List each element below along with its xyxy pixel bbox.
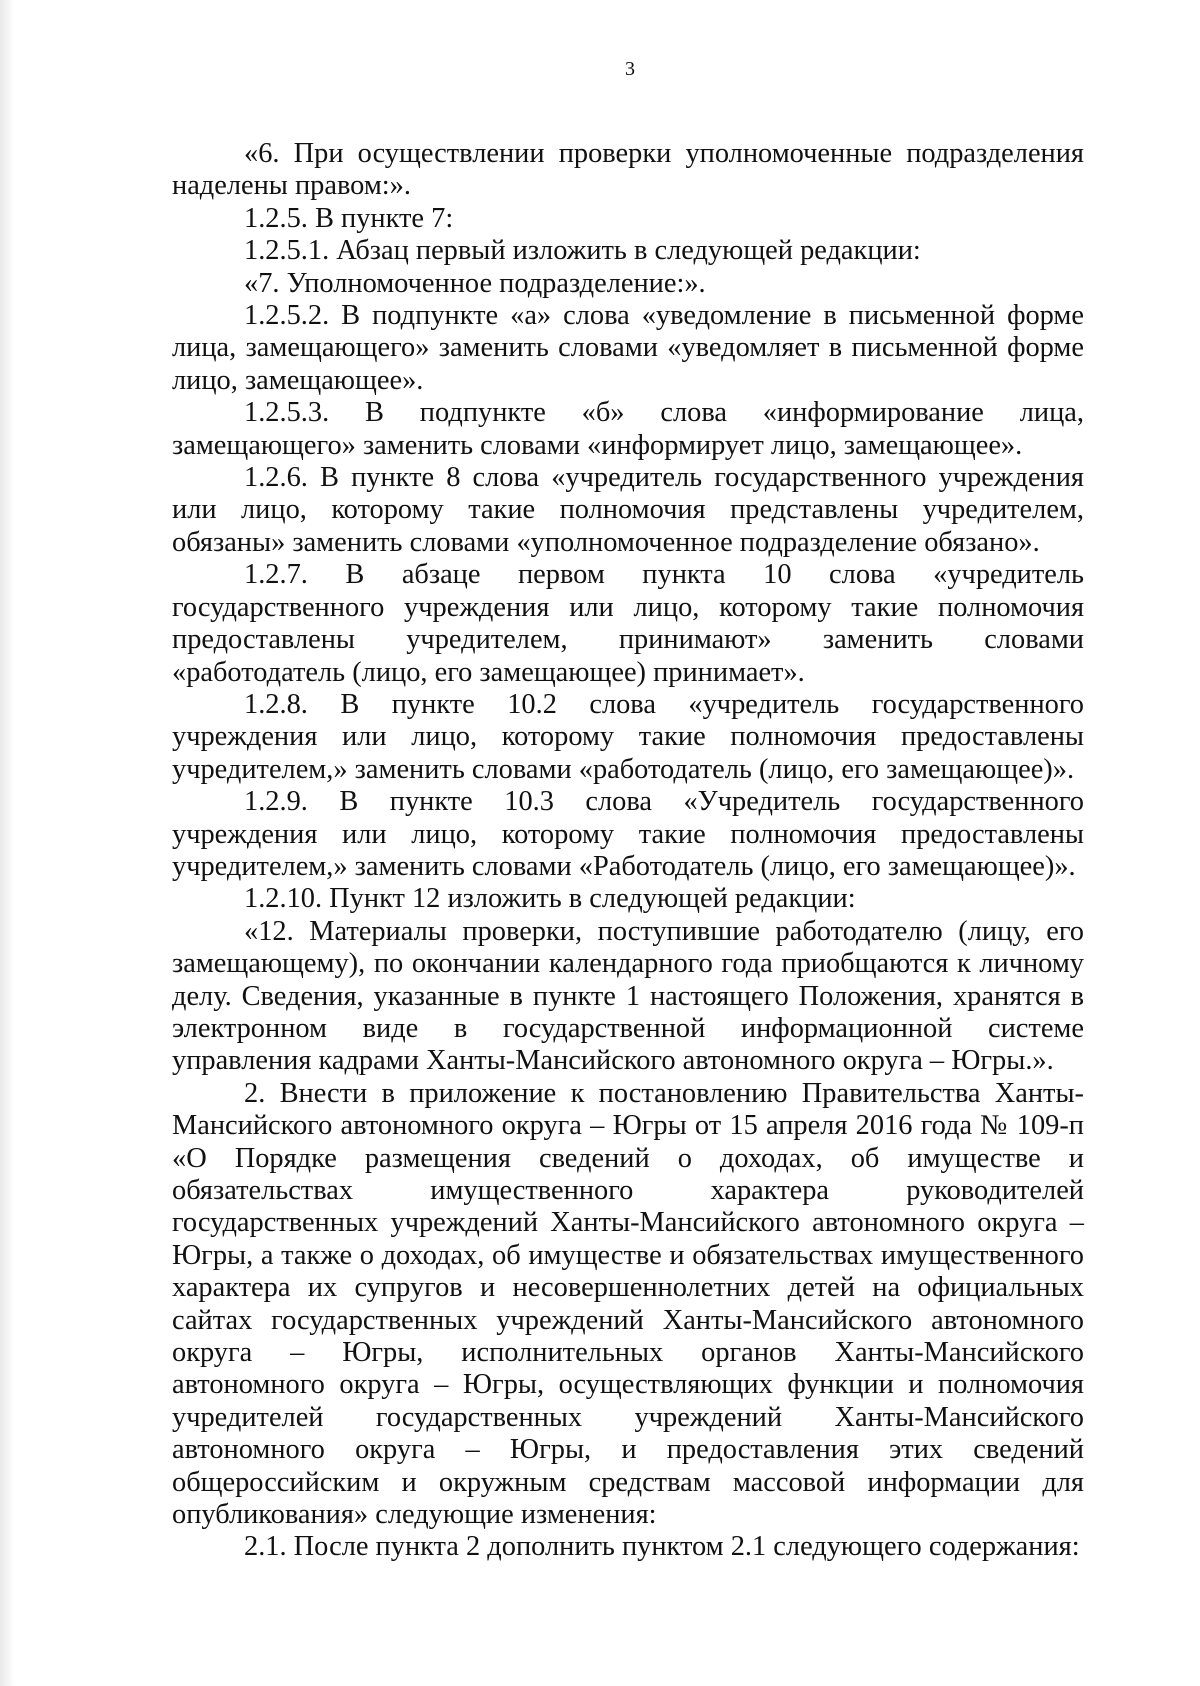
scan-edge <box>0 0 14 1686</box>
paragraph-1-2-9: 1.2.9. В пункте 10.3 слова «Учредитель государственного учреждения или лицо, которому такие полномочия предоставлены учредителем,» заменить словами «Работодатель (лицо, его замещающее)». <box>172 786 1084 882</box>
paragraph-1-2-5-2: 1.2.5.2. В подпункте «а» слова «уведомление в письменной форме лица, замещающего» заменить словами «уведомляет в письменной форме лицо, замещающее». <box>172 300 1084 396</box>
paragraph-12-quote: «12. Материалы проверки, поступившие работодателю (лицу, его замещающему), по окончании календарного года приобщаются к личному делу. Сведения, указанные в пункте 1 настоящего Положения, хранятся в электронном виде в государственной информационной системе управления кадрами Ханты-Мансийского автономного округа – Югры.». <box>172 915 1084 1077</box>
paragraph-2: 2. Внести в приложение к постановлению Правительства Ханты-Мансийского автономного округа – Югры от 15 апреля 2016 года № 109-п «О Порядке размещения сведений о доходах, об имуществе и обязательствах имущественного характера руководителей государственных учреждений Ханты-Мансийского автономного округа – Югры, а также о доходах, об имуществе и обязательствах имущественного характера их супругов и несовершеннолетних детей на официальных сайтах государственных учреждений Ханты-Мансийского автономного округа – Югры, исполнительных органов Ханты-Мансийского автономного округа – Югры, осуществляющих функции и полномочия учредителей государственных учреждений Ханты-Мансийского автономного округа – Югры, и предоставления этих сведений общероссийским и окружным средствам массовой информации для опубликования» следующие изменения: <box>172 1077 1084 1531</box>
paragraph-7-quote: «7. Уполномоченное подразделение:». <box>244 267 706 299</box>
paragraph-1-2-5-1: 1.2.5.1. Абзац первый изложить в следующей редакции: <box>244 235 921 267</box>
paragraph-2-1: 2.1. После пункта 2 дополнить пунктом 2.1 следующего содержания: <box>244 1531 1080 1563</box>
paragraph-1-2-5-3: 1.2.5.3. В подпункте «б» слова «информирование лица, замещающего» заменить словами «информирует лицо, замещающее». <box>172 397 1084 461</box>
document-body <box>172 138 1084 1564</box>
paragraph-1-2-6: 1.2.6. В пункте 8 слова «учредитель государственного учреждения или лицо, которому такие полномочия представлены учредителем, обязаны» заменить словами «уполномоченное подразделение обязано». <box>172 462 1084 558</box>
paragraph-6-quote: «6. При осуществлении проверки уполномоченные подразделения наделены правом:». <box>172 138 1084 202</box>
paragraph-1-2-8: 1.2.8. В пункте 10.2 слова «учредитель государственного учреждения или лицо, которому такие полномочия предоставлены учредителем,» заменить словами «работодатель (лицо, его замещающее)». <box>172 688 1084 785</box>
page-number: 3 <box>625 58 635 80</box>
paragraph-1-2-7: 1.2.7. В абзаце первом пункта 10 слова «учредитель государственного учреждения или лицо, которому такие полномочия предоставлены учредителем, принимают» заменить словами «работодатель (лицо, его замещающее) принимает». <box>172 559 1084 688</box>
paragraph-1-2-5: 1.2.5. В пункте 7: <box>244 202 454 234</box>
paragraph-1-2-10: 1.2.10. Пункт 12 изложить в следующей редакции: <box>244 883 856 915</box>
